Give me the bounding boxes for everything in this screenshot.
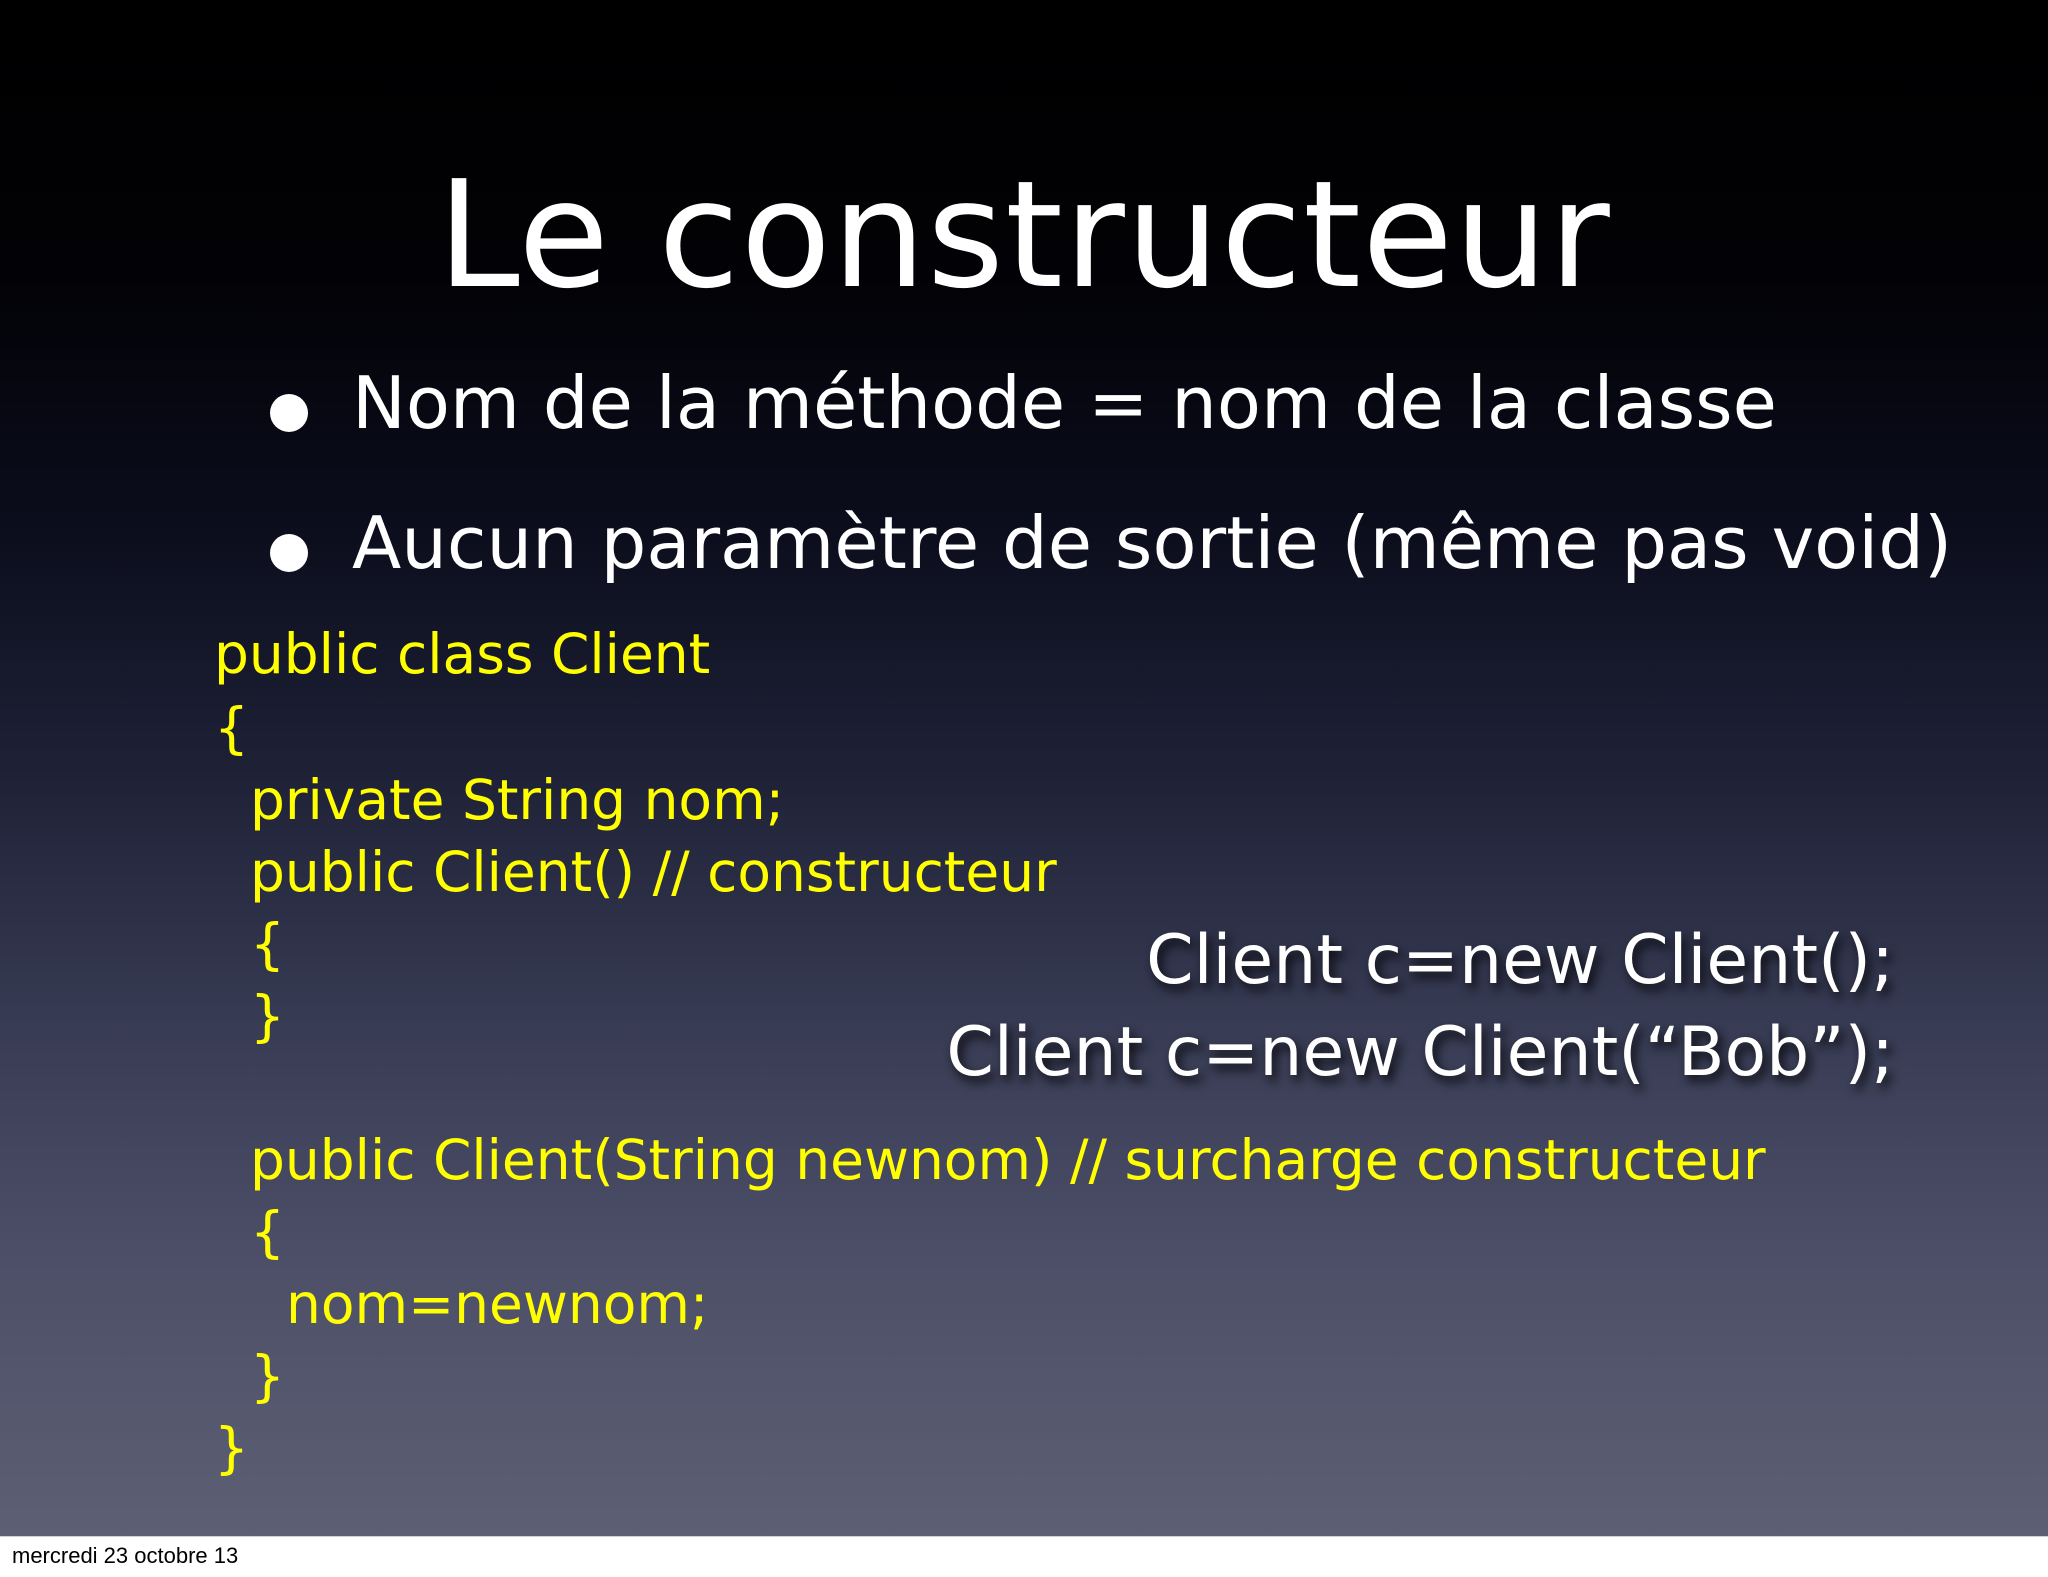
code-line: {: [214, 696, 249, 760]
bullet-text: Nom de la méthode = nom de la classe: [352, 361, 1777, 445]
code-line: }: [250, 984, 285, 1048]
code-line: private String nom;: [250, 768, 785, 832]
bullet-dot-icon: [270, 534, 308, 572]
code-line: public Client(String newnom) // surcharge constructeur: [250, 1128, 1766, 1192]
code-line: public Client() // constructeur: [250, 840, 1057, 904]
code-line: {: [250, 912, 285, 976]
code-line: }: [250, 1344, 285, 1408]
code-line: nom=newnom;: [286, 1272, 709, 1336]
code-line: }: [214, 1416, 249, 1480]
bullet-dot-icon: [270, 394, 308, 432]
code-line: {: [250, 1200, 285, 1264]
code-line: public class Client: [214, 622, 711, 686]
footer-date: mercredi 23 octobre 13: [12, 1543, 239, 1568]
footer-bar: [0, 1536, 2048, 1577]
constructor-call-example: Client c=new Client(“Bob”);: [946, 1013, 1894, 1092]
bullet-text: Aucun paramètre de sortie (même pas void): [352, 501, 1953, 585]
slide-title: Le constructeur: [437, 149, 1611, 321]
constructor-call-example: Client c=new Client();: [1146, 921, 1894, 1000]
